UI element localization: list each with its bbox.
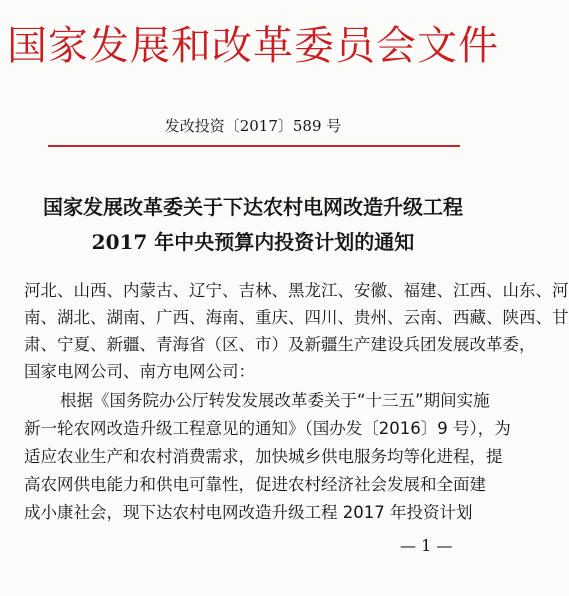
- notice-title-line-1: 国家发展改革委关于下达农村电网改造升级工程: [43, 195, 463, 219]
- body-paragraph-line-4: 高农网供电能力和供电可靠性，促进农村经济社会发展和全面建: [24, 475, 486, 494]
- recipients-line-4: 国家电网公司、南方电网公司：: [24, 362, 255, 381]
- body-paragraph-line-3: 适应农业生产和农村消费需求，加快城乡供电服务均等化进程，提: [24, 447, 503, 466]
- body-paragraph-line-1: 根据《国务院办公厅转发发展改革委关于“十三五”期间实施: [60, 391, 490, 410]
- recipients-line-1: 河北、山西、内蒙古、辽宁、吉林、黑龙江、安徽、福建、江西、山东、河: [24, 281, 569, 300]
- recipients-line-3: 肃、宁夏、新疆、青海省（区、市）及新疆生产建设兵团发展改革委，: [24, 335, 536, 354]
- body-paragraph-line-2: 新一轮农网改造升级工程意见的通知》（国办发〔2016〕9 号），为: [24, 419, 511, 438]
- notice-title-line-2: 2017 年中央预算内投资计划的通知: [91, 230, 415, 254]
- red-divider-line: [48, 145, 460, 147]
- document-number: 发改投资〔2017〕589 号: [164, 117, 342, 135]
- page-number: — 1 —: [400, 536, 453, 555]
- body-paragraph-line-5: 成小康社会，现下达农村电网改造升级工程 2017 年投资计划: [24, 503, 473, 522]
- issuer-heading: 国家发展和改革委员会文件: [7, 23, 499, 69]
- recipients-line-2: 南、湖北、湖南、广西、海南、重庆、四川、贵州、云南、西藏、陕西、甘: [24, 308, 569, 327]
